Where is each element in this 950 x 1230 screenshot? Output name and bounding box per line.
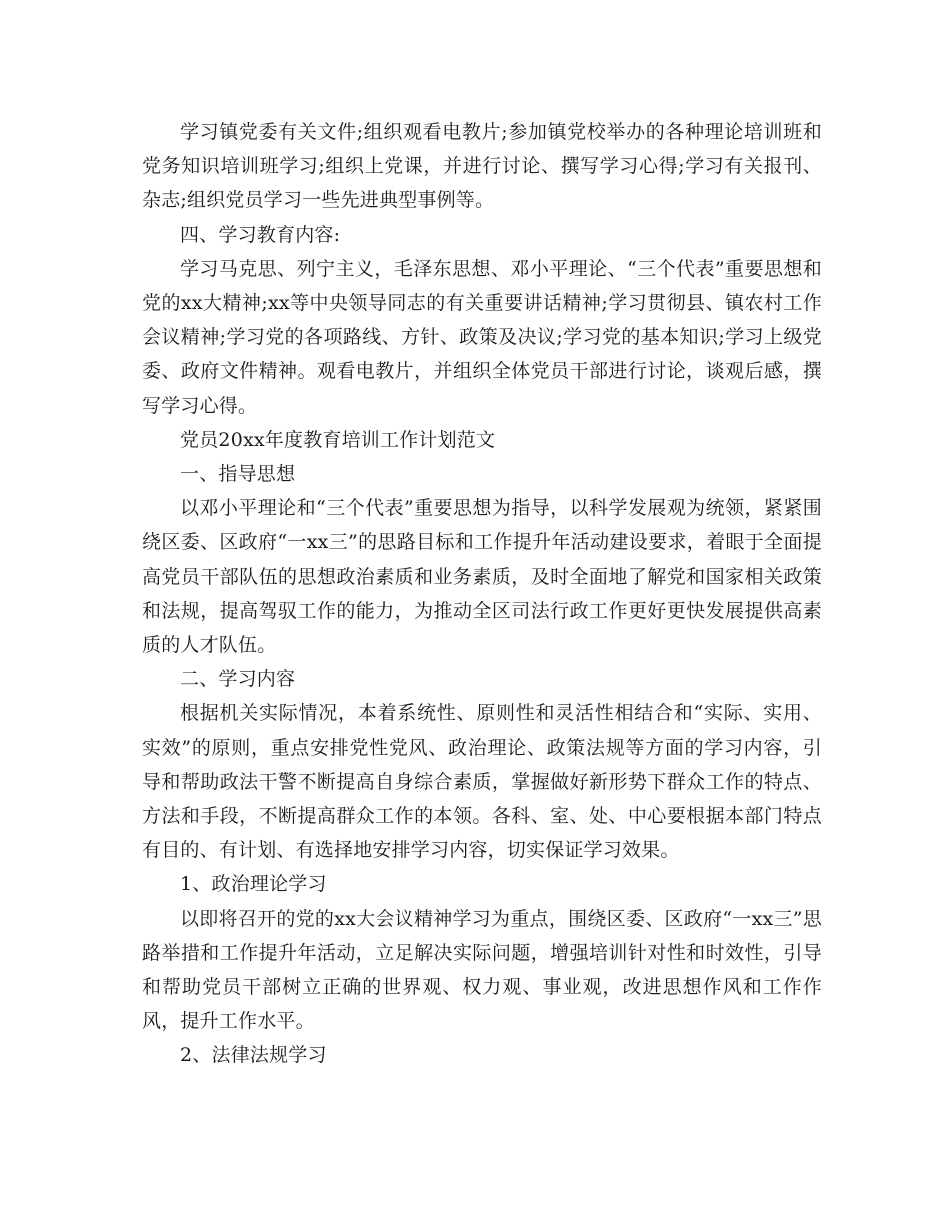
heading-guiding-ideology: 一、指导思想	[180, 463, 296, 486]
heading-law-regulation: 2、法律法规学习	[180, 1044, 327, 1067]
paragraph-study-activities: 学习镇党委有关文件;组织观看电教片;参加镇党校举办的各种理论培训班和党务知识培训班学习;组织上党课，并进行讨论、撰写学习心得;学习有关报刊、杂志;组织党员学习一些先进典型事例等。	[142, 121, 822, 212]
paragraph-study-topics: 学习马克思、列宁主义，毛泽东思想、邓小平理论、“三个代表”重要思想和党的xx大精神;xx等中央领导同志的有关重要讲话精神;学习贯彻县、镇农村工作会议精神;学习党的各项路线、方针、政策及决议;学习党的基本知识;学习上级党委、政府文件精神。观看电教片，并组织全体党员干部进行讨论，谈观后感，撰写学习心得。	[142, 257, 822, 417]
document-body	[142, 115, 822, 1073]
heading-study-content-4: 四、学习教育内容:	[180, 223, 341, 246]
document-title: 党员20xx年度教育培训工作计划范文	[180, 428, 496, 451]
paragraph-study-content: 根据机关实际情况，本着系统性、原则性和灵活性相结合和“实际、实用、实效”的原则，重点安排党性党风、政治理论、政策法规等方面的学习内容，引导和帮助政法干警不断提高自身综合素质，掌握做好新形势下群众工作的特点、方法和手段，不断提高群众工作的本领。各科、室、处、中心要根据本部门特点有目的、有计划、有选择地安排学习内容，切实保证学习效果。	[142, 702, 822, 862]
paragraph-guiding-ideology: 以邓小平理论和“三个代表”重要思想为指导，以科学发展观为统领，紧紧围绕区委、区政府“一xx三”的思路目标和工作提升年活动建设要求，着眼于全面提高党员干部队伍的思想政治素质和业务素质，及时全面地了解党和国家相关政策和法规，提高驾驭工作的能力，为推动全区司法行政工作更好更快发展提供高素质的人才队伍。	[142, 497, 822, 657]
heading-study-content: 二、学习内容	[180, 668, 296, 691]
paragraph-political-theory: 以即将召开的党的xx大会议精神学习为重点，围绕区委、区政府“一xx三”思路举措和工作提升年活动，立足解决实际问题，增强培训针对性和时效性，引导和帮助党员干部树立正确的世界观、权力观、事业观，改进思想作风和工作作风，提升工作水平。	[142, 907, 822, 1033]
heading-political-theory: 1、政治理论学习	[180, 873, 327, 896]
